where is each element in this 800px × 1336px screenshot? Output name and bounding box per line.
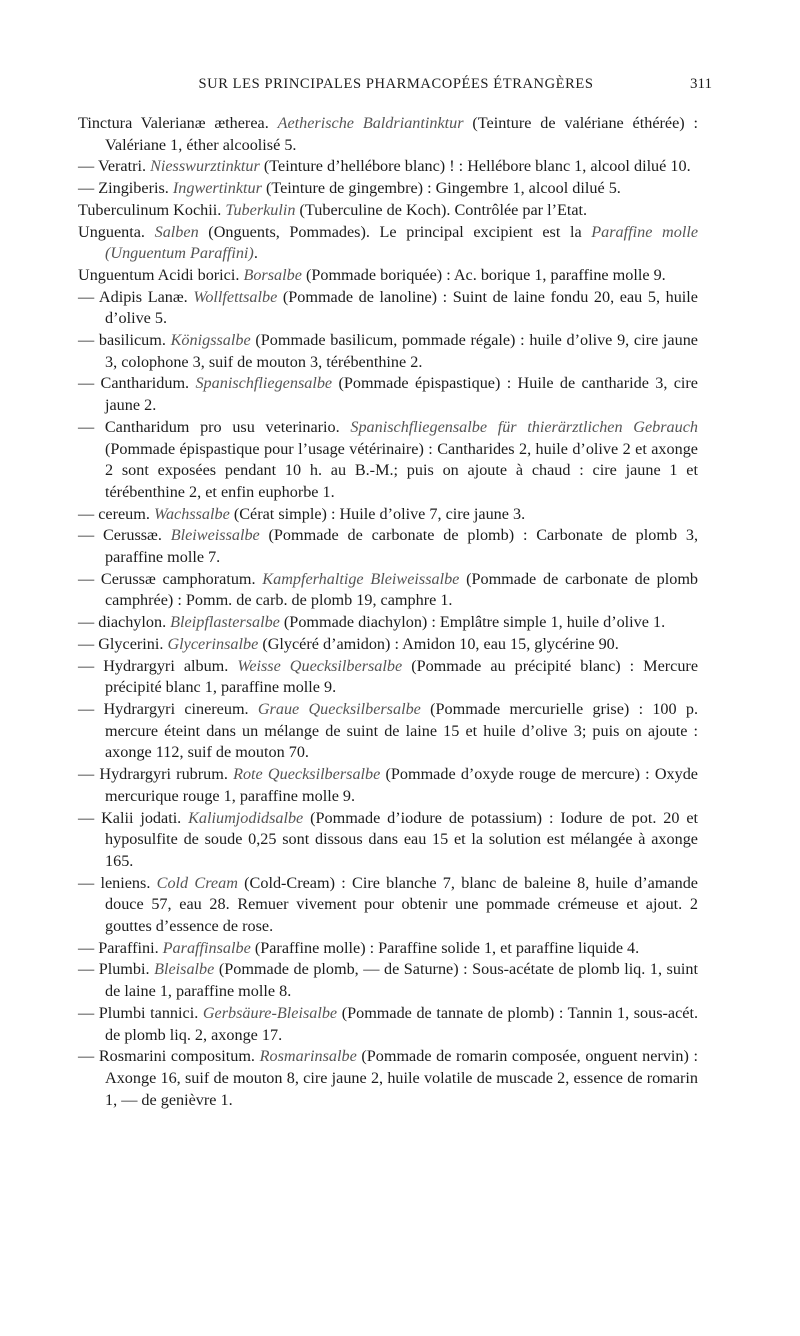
entry-text: (Teinture de gingembre) : Gingembre 1, alcool dilué 5. (261, 179, 621, 198)
entry-text: (Teinture de valériane éthérée) : Valériane 1, éther alcoolisé 5. (105, 114, 698, 154)
entry-text: — Paraffini. (78, 938, 163, 957)
german-name: Kampferhaltige Bleiweissalbe (262, 569, 460, 588)
pharmacopoeia-entry (78, 656, 698, 699)
entry-text: (Pommade de tannate de plomb) : Tannin 1, sous-acét. de plomb liq. 2, axonge 17. (105, 1003, 698, 1044)
entry-text: — Hydrargyri rubrum. (78, 765, 234, 784)
german-name: Wachssalbe (153, 504, 230, 523)
german-name: Niesswurztinktur (150, 157, 260, 176)
entry-text: (Pommade de plomb, — de Saturne) : Sous-acétate de plomb liq. 1, suint de laine 1, paraffine molle 8. (105, 960, 699, 1001)
entry-text: (Teinture d’hellébore blanc) ! : Hellébore blanc 1, alcool dilué 10. (259, 157, 691, 176)
pharmacopoeia-entry (78, 113, 698, 156)
german-name: Kaliumjodidsalbe (188, 808, 304, 827)
document-body (78, 113, 698, 1111)
pharmacopoeia-entry (78, 287, 698, 330)
pharmacopoeia-entry (78, 873, 698, 938)
entry-text: — Plumbi. (78, 960, 155, 979)
german-name: Tuberkulin (225, 200, 296, 219)
german-name: Bleipflastersalbe (170, 613, 280, 632)
german-name: Paraffine molle (Unguentum Paraffini) (105, 222, 699, 263)
german-name: Spanischfliegensalbe für thierärztlichen Gebrauch (350, 417, 698, 436)
entry-text: — basilicum. (78, 331, 171, 350)
entry-text: — Veratri. (78, 157, 151, 176)
entry-text: (Pommade mercurielle grise) : 100 p. mercure éteint dans un mélange de suint de laine 15 et huile d’olive 3; puis on ajoute : axonge 112, suif de mouton 70. (105, 699, 698, 762)
entry-text: — leniens. (78, 873, 157, 892)
german-name: Salben (154, 222, 199, 241)
entry-text: — Hydrargyri cinereum. (78, 699, 258, 718)
pharmacopoeia-entry (78, 808, 698, 873)
pharmacopoeia-entry (78, 265, 698, 287)
pharmacopoeia-entry (78, 222, 698, 265)
pharmacopoeia-entry (78, 938, 698, 960)
pharmacopoeia-entry (78, 699, 698, 764)
page-number: 311 (690, 76, 712, 92)
entry-text: — cereum. (78, 504, 154, 523)
entry-text: (Paraffine molle) : Paraffine solide 1, et paraffine liquide 4. (250, 938, 640, 957)
german-name: Ingwertinktur (172, 179, 262, 198)
pharmacopoeia-entry (78, 634, 698, 656)
page-header (80, 76, 712, 98)
german-name: Spanischfliegensalbe (195, 374, 333, 393)
german-name: Rosmarinsalbe (259, 1047, 357, 1066)
entry-text: — Cantharidum. (78, 374, 196, 393)
entry-text: (Pommade d’iodure de potassium) : Iodure de pot. 20 et hyposulfite de soude 0,25 sont dissous dans eau 15 et la solution est mélangée à axonge 165. (105, 808, 698, 870)
pharmacopoeia-entry (78, 178, 698, 200)
german-name: Borsalbe (243, 265, 302, 284)
entry-text: — Rosmarini compositum. (78, 1047, 260, 1066)
pharmacopoeia-entry (78, 1046, 698, 1111)
entry-text: — diachylon. (78, 613, 171, 632)
entry-text: Unguenta. (78, 222, 155, 241)
german-name: Glycerinsalbe (167, 634, 259, 653)
entry-text: (Pommade de carbonate de plomb) : Carbonate de plomb 3, paraffine molle 7. (105, 526, 698, 567)
entry-text: — Cerussæ. (78, 526, 171, 545)
german-name: Wollfettsalbe (193, 287, 278, 306)
pharmacopoeia-entry (78, 200, 698, 222)
entry-text: (Tuberculine de Koch). Contrôlée par l’Etat. (295, 200, 588, 219)
pharmacopoeia-entry (78, 1003, 698, 1046)
entry-text: (Pommade de romarin composée, onguent nervin) : Axonge 16, suif de mouton 8, cire jaune 2, huile volatile de muscade 2, essence de romarin 1, — de genièvre 1. (105, 1047, 698, 1109)
entry-text: (Cold-Cream) : Cire blanche 7, blanc de baleine 8, huile d’amande douce 57, eau 28. Remuer vivement pour obtenir une pommade crémeuse et ajout. 2 gouttes d’essence de rose. (105, 873, 698, 936)
pharmacopoeia-entry (78, 417, 698, 504)
pharmacopoeia-entry (78, 612, 698, 634)
entry-text: (Onguents, Pommades). Le principal excipient est la (198, 222, 592, 241)
entry-text: (Pommade de lanoline) : Suint de laine fondu 20, eau 5, huile d’olive 5. (105, 287, 698, 328)
german-name: Königssalbe (170, 331, 251, 350)
entry-text: — Adipis Lanæ. (78, 287, 194, 306)
entry-text: (Pommade d’oxyde rouge de mercure) : Oxyde mercurique rouge 1, paraffine molle 9. (105, 765, 698, 805)
entry-text: Unguentum Acidi borici. (78, 265, 244, 284)
entry-text: — Cerussæ camphoratum. (78, 569, 263, 588)
entry-text: — Zingiberis. (78, 179, 173, 198)
german-name: Gerbsäure-Bleisalbe (202, 1003, 338, 1022)
german-name: Bleiweissalbe (170, 526, 260, 545)
entry-text: . (253, 244, 258, 263)
german-name: Cold Cream (156, 873, 238, 892)
pharmacopoeia-entry (78, 504, 698, 526)
entry-text: (Pommade boriquée) : Ac. borique 1, paraffine molle 9. (301, 265, 666, 284)
pharmacopoeia-entry (78, 959, 698, 1002)
entry-text: (Pommade de carbonate de plomb camphrée) : Pomm. de carb. de plomb 19, camphre 1. (105, 569, 698, 610)
entry-text: (Glycéré d’amidon) : Amidon 10, eau 15, glycérine 90. (258, 634, 619, 653)
entry-text: (Pommade épispastique) : Huile de cantharide 3, cire jaune 2. (105, 374, 698, 415)
entry-text: (Pommade diachylon) : Emplâtre simple 1, huile d’olive 1. (279, 613, 666, 632)
entry-text: (Pommade au précipité blanc) : Mercure précipité blanc 1, paraffine molle 9. (105, 656, 698, 697)
pharmacopoeia-entry (78, 764, 698, 807)
entry-text: — Cantharidum pro usu veterinario. (78, 417, 351, 436)
german-name: Rote Quecksilbersalbe (233, 765, 381, 784)
entry-text: Tuberculinum Kochii. (78, 200, 226, 219)
entry-text: (Pommade épispastique pour l’usage vétérinaire) : Cantharides 2, huile d’olive 2 et axonge 2 sont exposées pendant 10 h. au B.-M.; puis on ajoute à chaud : cire jaune 1 et térébenthine 2, et enfin euphorbe 1. (105, 439, 698, 501)
running-title: SUR LES PRINCIPALES PHARMACOPÉES ÉTRANGÈRES (198, 76, 594, 92)
german-name: Paraffinsalbe (162, 938, 251, 957)
entry-text: (Cérat simple) : Huile d’olive 7, cire jaune 3. (229, 504, 526, 523)
entry-text: — Kalii jodati. (78, 808, 189, 827)
german-name: Graue Quecksilbersalbe (257, 699, 421, 718)
entry-text: — Glycerini. (78, 634, 168, 653)
german-name: Weisse Quecksilbersalbe (237, 656, 403, 675)
entry-text: — Hydrargyri album. (78, 656, 238, 675)
german-name: Bleisalbe (154, 960, 215, 979)
pharmacopoeia-entry (78, 156, 698, 178)
entry-text: Tinctura Valerianæ ætherea. (78, 114, 278, 132)
entry-text: — Plumbi tannici. (78, 1003, 203, 1022)
pharmacopoeia-entry (78, 569, 698, 612)
pharmacopoeia-entry (78, 330, 698, 373)
german-name: Aetherische Baldriantinktur (277, 114, 464, 132)
pharmacopoeia-entry (78, 373, 698, 416)
pharmacopoeia-entry (78, 525, 698, 568)
entry-text: (Pommade basilicum, pommade régale) : huile d’olive 9, cire jaune 3, colophone 3, suif de mouton 3, térébenthine 2. (105, 331, 698, 371)
